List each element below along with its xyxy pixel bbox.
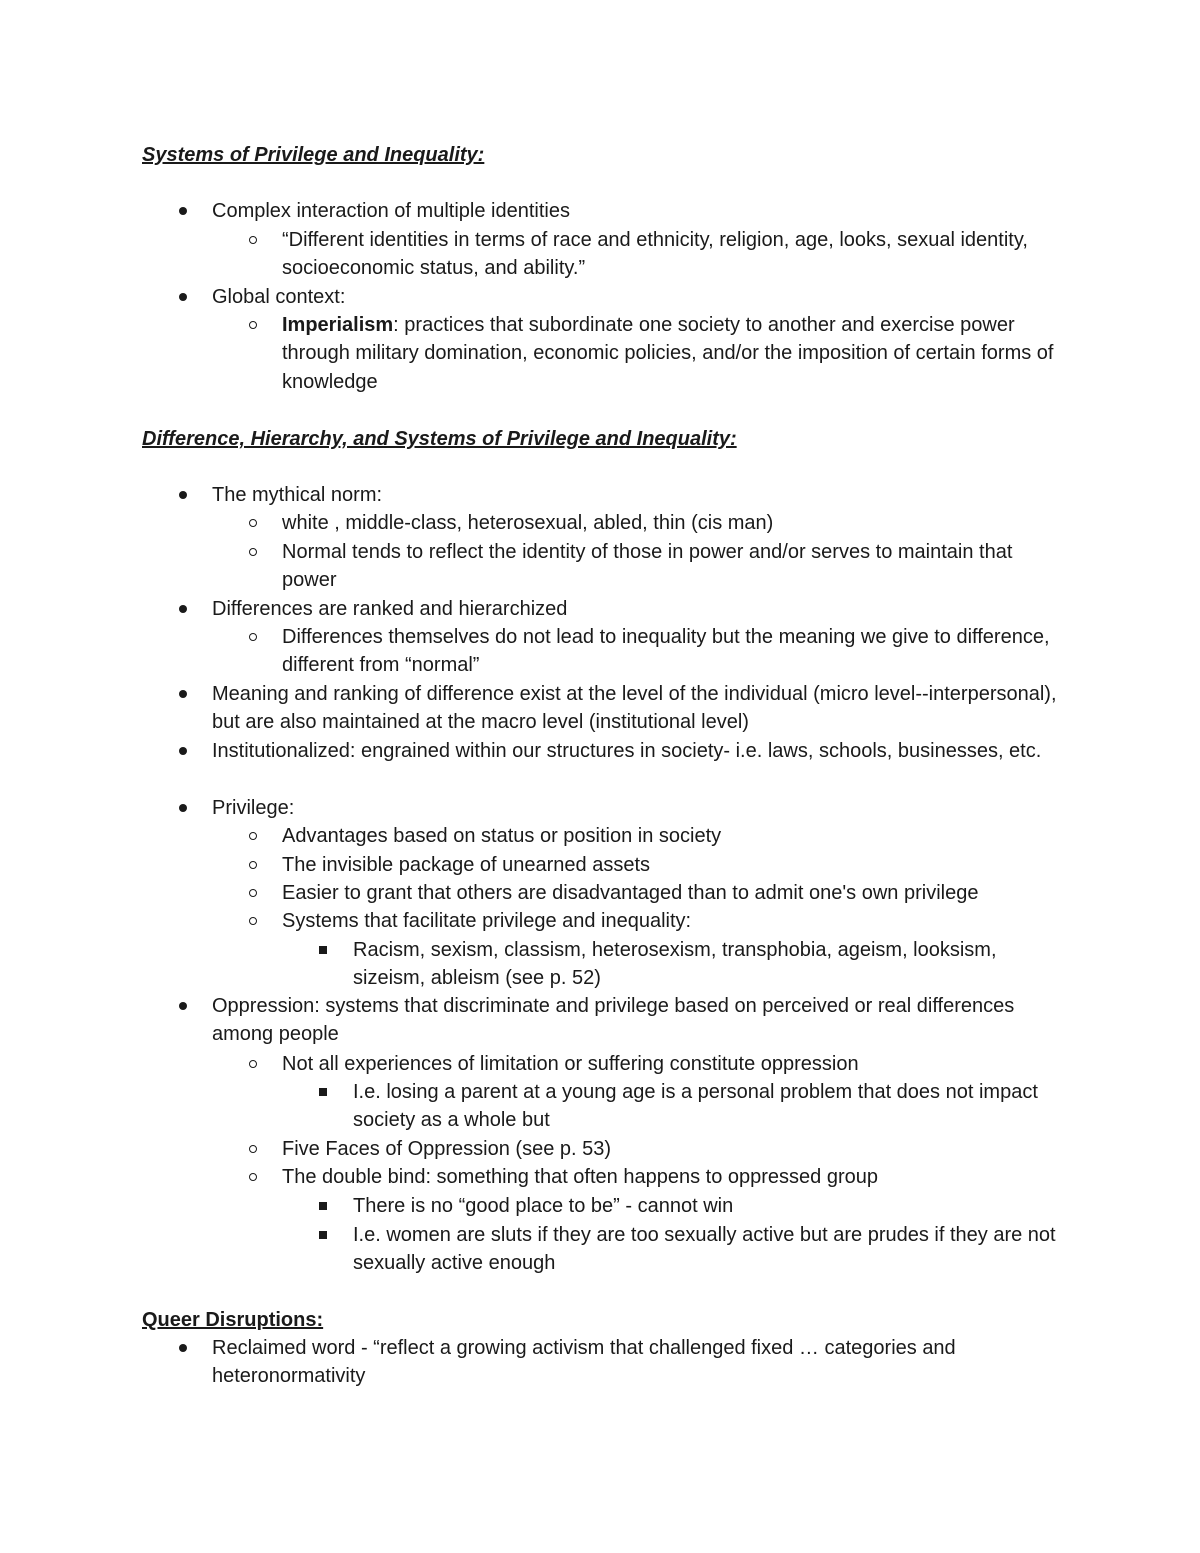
- bullet-disc-icon: [179, 690, 187, 698]
- bullet-circle-icon: [249, 548, 257, 556]
- list-item: The invisible package of unearned assets: [282, 851, 1072, 879]
- bullet-circle-icon: [249, 236, 257, 244]
- list-item: Institutionalized: engrained within our structures in society- i.e. laws, schools, businesses, etc.: [212, 737, 1072, 765]
- list-item: I.e. losing a parent at a young age is a personal problem that does not impact society as a whole but: [353, 1078, 1073, 1135]
- list-item: I.e. women are sluts if they are too sexually active but are prudes if they are not sexually active enough: [353, 1221, 1073, 1278]
- term-imperialism: Imperialism: [282, 314, 394, 336]
- bullet-disc-icon: [179, 747, 187, 755]
- list-item: Systems that facilitate privilege and inequality:: [282, 907, 1072, 935]
- bullet-circle-icon: [249, 917, 257, 925]
- list-item: Complex interaction of multiple identities: [212, 197, 1072, 225]
- list-item: Privilege:: [212, 794, 1072, 822]
- section-heading-difference: Difference, Hierarchy, and Systems of Privilege and Inequality:: [142, 428, 737, 450]
- list-item: Oppression: systems that discriminate and privilege based on perceived or real differences among people: [212, 992, 1072, 1049]
- bullet-circle-icon: [249, 633, 257, 641]
- section-heading-systems: Systems of Privilege and Inequality:: [142, 144, 485, 166]
- section-heading-queer: Queer Disruptions:: [142, 1309, 324, 1331]
- list-item: Differences themselves do not lead to inequality but the meaning we give to difference, different from “normal”: [282, 623, 1072, 680]
- list-item: The mythical norm:: [212, 481, 1072, 509]
- list-item: Differences are ranked and hierarchized: [212, 595, 1072, 623]
- bullet-circle-icon: [249, 861, 257, 869]
- list-item: There is no “good place to be” - cannot win: [353, 1192, 1073, 1220]
- bullet-circle-icon: [249, 1145, 257, 1153]
- bullet-disc-icon: [179, 207, 187, 215]
- bullet-square-icon: [319, 1088, 327, 1096]
- bullet-disc-icon: [179, 1002, 187, 1010]
- bullet-disc-icon: [179, 1344, 187, 1352]
- bullet-circle-icon: [249, 889, 257, 897]
- list-item: white , middle-class, heterosexual, abled, thin (cis man): [282, 509, 1072, 537]
- list-item: Meaning and ranking of difference exist at the level of the individual (micro level--interpersonal), but are also maintained at the macro level (institutional level): [212, 680, 1072, 737]
- bullet-disc-icon: [179, 491, 187, 499]
- bullet-square-icon: [319, 1231, 327, 1239]
- list-item: Normal tends to reflect the identity of those in power and/or serves to maintain that power: [282, 538, 1072, 595]
- list-item: Easier to grant that others are disadvantaged than to admit one's own privilege: [282, 879, 1072, 907]
- bullet-disc-icon: [179, 605, 187, 613]
- bullet-disc-icon: [179, 804, 187, 812]
- list-item: Reclaimed word - “reflect a growing activism that challenged fixed … categories and heteronormativity: [212, 1334, 1072, 1391]
- bullet-circle-icon: [249, 1173, 257, 1181]
- bullet-circle-icon: [249, 519, 257, 527]
- bullet-circle-icon: [249, 832, 257, 840]
- bullet-circle-icon: [249, 321, 257, 329]
- list-item: Imperialism: practices that subordinate one society to another and exercise power through military domination, economic policies, and/or the imposition of certain forms of knowledge: [282, 311, 1072, 396]
- list-item: “Different identities in terms of race and ethnicity, religion, age, looks, sexual identity, socioeconomic status, and ability.”: [282, 226, 1072, 283]
- list-item: The double bind: something that often happens to oppressed group: [282, 1163, 1072, 1191]
- bullet-square-icon: [319, 946, 327, 954]
- bullet-circle-icon: [249, 1060, 257, 1068]
- list-item: Five Faces of Oppression (see p. 53): [282, 1135, 1072, 1163]
- list-item: Global context:: [212, 283, 1072, 311]
- list-item: Racism, sexism, classism, heterosexism, transphobia, ageism, looksism, sizeism, ableism (see p. 52): [353, 936, 1073, 993]
- list-item: Advantages based on status or position in society: [282, 822, 1072, 850]
- bullet-square-icon: [319, 1202, 327, 1210]
- list-item: Not all experiences of limitation or suffering constitute oppression: [282, 1050, 1072, 1078]
- bullet-disc-icon: [179, 293, 187, 301]
